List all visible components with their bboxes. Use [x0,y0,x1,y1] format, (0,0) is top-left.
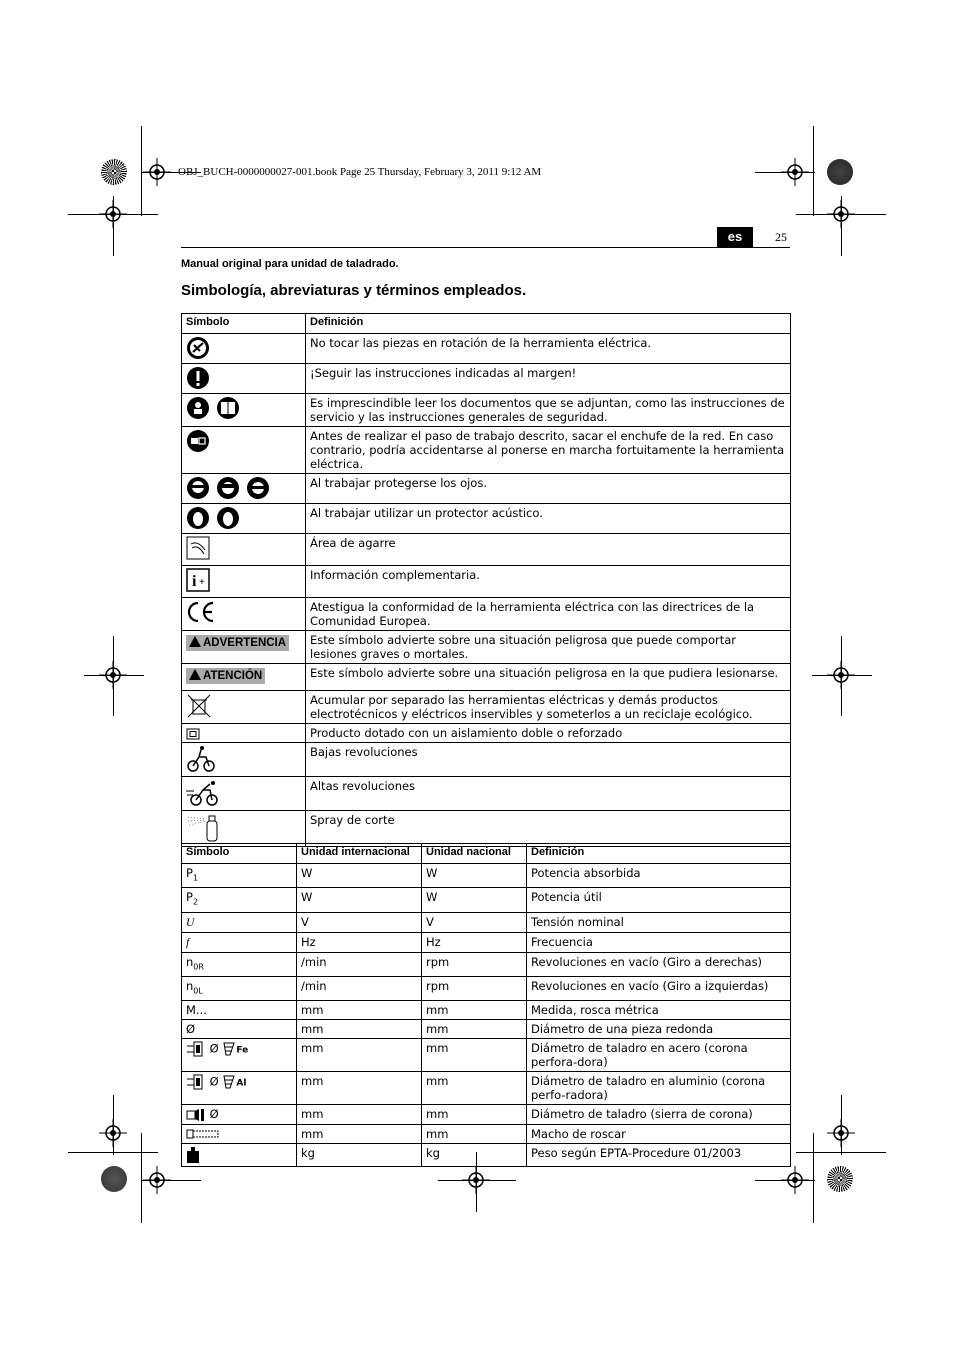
crosshair-icon [99,200,127,228]
crosshair-icon [99,661,127,689]
intl-unit-cell: W [297,864,422,888]
symbol-text: Ø [209,1074,219,1089]
crosshair-icon [781,158,809,186]
definition-cell: Revoluciones en vacío (Giro a derechas) [527,952,791,976]
symbol-text: U [186,916,195,929]
symbol-subscript: 1 [192,873,199,883]
color-rosette-icon [101,159,127,185]
table-row [182,1105,791,1125]
natl-unit-cell: V [422,912,527,932]
intl-unit-cell: mm [297,1001,422,1020]
table-row [182,1124,791,1143]
symbol-text: P [186,866,193,880]
definition-cell: Diámetro de una pieza redonda [527,1020,791,1039]
table-row [182,1020,791,1039]
weee-bin-icon [186,693,212,719]
table-row [182,664,791,691]
table-row [182,1143,791,1166]
natl-unit-cell: W [422,864,527,888]
intl-unit-cell: mm [297,1105,422,1125]
ce-mark-icon [186,600,216,624]
symbol-subscript: 0L [193,986,203,996]
natl-unit-cell: mm [422,1039,527,1072]
drill-aluminium-icon [186,1074,206,1090]
ear-protection-icon [186,506,242,530]
table-row [182,1039,791,1072]
natl-unit-cell: mm [422,1001,527,1020]
symbol-subscript: 0R [193,961,204,971]
page-number: 25 [775,230,787,244]
exclamation-icon [186,366,210,390]
definition-cell: Este símbolo advierte sobre una situación peligrosa en la que pudiera lesionarse. [306,664,791,691]
crosshair-icon [781,1166,809,1194]
table-row [182,864,791,888]
definition-cell: Al trabajar protegerse los ojos. [306,474,791,504]
header-definition: Definición [527,844,791,864]
definition-cell: Antes de realizar el paso de trabajo descrito, sacar el enchufe de la red. En caso contrario, podría accidentarse al ponerse en marcha fortuitamente la herramienta eléctrica. [306,427,791,474]
definition-cell: Spray de corte [306,811,791,847]
table-row [182,504,791,534]
crosshair-icon [143,158,171,186]
table-row [182,912,791,932]
svg-text:+: + [199,577,205,588]
header-symbol: Símbolo [182,844,297,864]
manual-note: Manual original para unidad de taladrado. [181,258,399,270]
read-manual-icon [186,396,242,420]
caution-label: ATENCIÓN [186,668,265,684]
symbol-text: f [186,936,190,949]
natl-unit-cell: W [422,888,527,912]
language-badge: es [717,227,753,247]
weight-icon [186,1146,200,1164]
table-row [182,743,791,777]
color-rosette-icon [101,1166,127,1192]
crosshair-icon [827,200,855,228]
intl-unit-cell: /min [297,976,422,1000]
natl-unit-cell: rpm [422,952,527,976]
definition-cell: Área de agarre [306,534,791,566]
intl-unit-cell: V [297,912,422,932]
definition-cell: Este símbolo advierte sobre una situación peligrosa que puede comportar lesiones graves o mortales. [306,631,791,664]
svg-text:i: i [192,573,197,590]
natl-unit-cell: mm [422,1072,527,1105]
warning-triangle-icon [189,669,201,680]
natl-unit-cell: Hz [422,932,527,952]
color-rosette-icon [827,1166,853,1192]
warning-triangle-icon [189,636,201,647]
units-table [181,843,791,1167]
intl-unit-cell: Hz [297,932,422,952]
table-row [182,364,791,394]
crosshair-icon [99,1119,127,1147]
symbol-text: Ø [209,1041,219,1056]
tap-icon [186,1128,220,1140]
definition-cell: Producto dotado con un aislamiento doble o reforzado [306,724,791,743]
definition-cell: Diámetro de taladro (sierra de corona) [527,1105,791,1125]
intl-unit-cell: mm [297,1072,422,1105]
table-row [182,427,791,474]
table-row [182,631,791,664]
table-row [182,1001,791,1020]
info-icon [186,568,210,592]
definition-cell: No tocar las piezas en rotación de la herramienta eléctrica. [306,334,791,364]
symbol-text: Ø [182,1020,297,1039]
symbol-text: P [186,890,193,905]
table-row [182,811,791,847]
intl-unit-cell: mm [297,1039,422,1072]
table-row [182,724,791,743]
unplug-icon [186,429,210,453]
definition-cell: Potencia absorbida [527,864,791,888]
table-row [182,394,791,427]
header-definition: Definición [306,314,791,334]
natl-unit-cell: rpm [422,976,527,1000]
crosshair-icon [827,661,855,689]
definition-cell: Al trabajar utilizar un protector acústico. [306,504,791,534]
definition-cell: Potencia útil [527,888,791,912]
definition-cell: Acumular por separado las herramientas eléctricas y demás productos electrotécnicos y eléctricos inservibles y someterlos a un reciclaje ecológico. [306,691,791,724]
natl-unit-cell: kg [422,1143,527,1166]
material-tag: Fe [236,1045,249,1056]
definition-cell: Es imprescindible leer los documentos que se adjuntan, como las instrucciones de servicio y las instrucciones generales de seguridad. [306,394,791,427]
definition-cell: Revoluciones en vacío (Giro a izquierdas) [527,976,791,1000]
definition-cell: Bajas revoluciones [306,743,791,777]
symbol-text: M... [182,1001,297,1020]
definition-cell: Peso según EPTA-Procedure 01/2003 [527,1143,791,1166]
eye-protection-icon [186,476,270,500]
definition-cell: ¡Seguir las instrucciones indicadas al margen! [306,364,791,394]
table-header-row [182,844,791,864]
table-row [182,334,791,364]
crosshair-icon [143,1166,171,1194]
table-row [182,598,791,631]
low-speed-bike-icon [186,745,216,773]
intl-unit-cell: mm [297,1124,422,1143]
header-natl-unit: Unidad nacional [422,844,527,864]
grip-area-icon [186,536,210,560]
double-insulation-icon [186,728,200,740]
table-row [182,777,791,811]
book-info-line: OBJ_BUCH-0000000027-001.book Page 25 Thursday, February 3, 2011 9:12 AM [178,166,542,178]
natl-unit-cell: mm [422,1105,527,1125]
drill-steel-icon [186,1041,206,1057]
color-rosette-icon [827,159,853,185]
table-row [182,1072,791,1105]
definition-cell: Altas revoluciones [306,777,791,811]
table-row [182,691,791,724]
table-row [182,534,791,566]
symbol-subscript: 2 [192,897,199,907]
table-row [182,932,791,952]
definition-cell: Macho de roscar [527,1124,791,1143]
natl-unit-cell: mm [422,1020,527,1039]
symbols-table [181,313,791,847]
material-tag: Al [236,1078,247,1089]
definition-cell: Medida, rosca métrica [527,1001,791,1020]
symbol-text: n [186,978,194,993]
intl-unit-cell: kg [297,1143,422,1166]
table-header-row [182,314,791,334]
table-row [182,952,791,976]
definition-cell: Información complementaria. [306,566,791,598]
section-title: Simbología, abreviaturas y términos empleados. [181,282,527,299]
drill-bit-icon [222,1041,236,1057]
intl-unit-cell: W [297,888,422,912]
header-intl-unit: Unidad internacional [297,844,422,864]
intl-unit-cell: mm [297,1020,422,1039]
definition-cell: Atestigua la conformidad de la herramienta eléctrica con las directrices de la Comunidad Europea. [306,598,791,631]
hole-saw-icon [186,1108,206,1122]
table-row [182,888,791,912]
drill-bit-icon [222,1074,236,1090]
definition-cell: Diámetro de taladro en aluminio (corona perfo-radora) [527,1072,791,1105]
table-row [182,566,791,598]
symbol-text: Ø [209,1107,219,1122]
table-row [182,976,791,1000]
cutting-spray-icon [186,813,220,843]
definition-cell: Frecuencia [527,932,791,952]
intl-unit-cell: /min [297,952,422,976]
definition-cell: Tensión nominal [527,912,791,932]
no-touch-rotating-icon [186,336,210,360]
table-row [182,474,791,504]
natl-unit-cell: mm [422,1124,527,1143]
high-speed-bike-icon [186,779,220,807]
crosshair-icon [827,1119,855,1147]
symbol-text: n [186,954,194,969]
crosshair-icon [462,1166,490,1194]
definition-cell: Diámetro de taladro en acero (corona perfora-dora) [527,1039,791,1072]
header-symbol: Símbolo [182,314,306,334]
warning-label: ADVERTENCIA [186,635,289,651]
header-rule [181,247,790,248]
